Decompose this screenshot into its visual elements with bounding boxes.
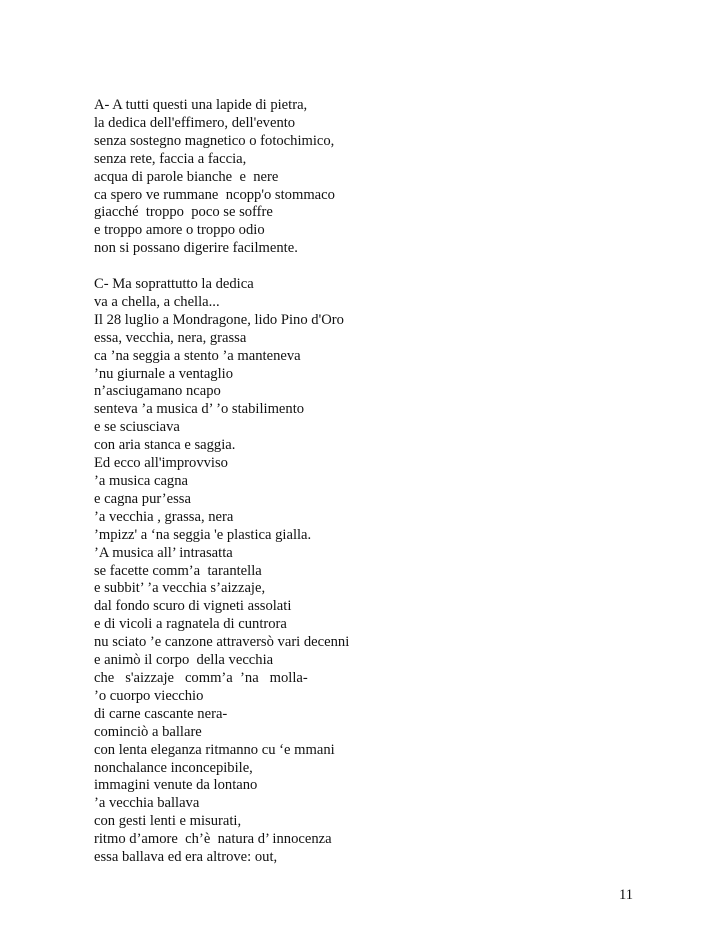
text-line: va a chella, a chella... <box>94 293 220 310</box>
text-line: ’a musica cagna <box>94 473 188 490</box>
text-line: immagini venute da lontano <box>94 777 258 794</box>
text-line: A- A tutti questi una lapide di pietra, <box>94 97 308 113</box>
text-line: e di vicoli a ragnatela di cuntrora <box>94 616 287 633</box>
text-line: che s'aizzaje comm’a ’na molla- <box>94 669 308 686</box>
text-line: ’a vecchia ballava <box>94 795 200 812</box>
text-line: senza sostegno magnetico o fotochimico, <box>94 132 335 149</box>
text-line: e se sciusciava <box>94 419 180 436</box>
stanza-a <box>94 97 349 258</box>
text-line: con gesti lenti e misurati, <box>94 813 242 830</box>
text-line: con lenta eleganza ritmanno cu ‘e mmani <box>94 741 335 758</box>
text-line: ca ’na seggia a stento ’a manteneva <box>94 347 301 364</box>
text-line: non si possano digerire facilmente. <box>94 240 298 257</box>
text-line: la dedica dell'effimero, dell'evento <box>94 114 296 131</box>
text-line: ’nu giurnale a ventaglio <box>94 365 233 382</box>
text-line: ritmo d’amore ch’è natura d’ innocenza <box>94 831 332 848</box>
text-line: con aria stanca e saggia. <box>94 437 236 454</box>
text-line: nonchalance inconcepibile, <box>94 759 253 776</box>
text-line: Il 28 luglio a Mondragone, lido Pino d'Oro <box>94 311 344 328</box>
text-line: giacché troppo poco se soffre <box>94 204 273 221</box>
text-line: e animò il corpo della vecchia <box>94 652 274 669</box>
text-line: e cagna pur’essa <box>94 490 191 507</box>
text-line: ’a vecchia , grassa, nera <box>94 508 234 525</box>
text-line: e troppo amore o troppo odio <box>94 222 265 239</box>
page-number: 11 <box>619 887 634 903</box>
text-line: senteva ’a musica d’ ’o stabilimento <box>94 401 305 418</box>
text-line: acqua di parole bianche e nere <box>94 168 279 185</box>
text-line: ’mpizz' a ‘na seggia 'e plastica gialla. <box>94 526 312 543</box>
text-line: Ed ecco all'improvviso <box>94 455 228 472</box>
text-line: ’o cuorpo viecchio <box>94 687 204 704</box>
text-line: dal fondo scuro di vigneti assolati <box>94 598 292 615</box>
text-line: C- Ma soprattutto la dedica <box>94 276 254 293</box>
text-line: se facette comm’a tarantella <box>94 562 262 579</box>
text-line: n’asciugamano ncapo <box>94 383 221 400</box>
poem-text <box>94 97 349 867</box>
text-line: ca spero ve rummane ncopp'o stommaco <box>94 186 335 203</box>
text-line: cominciò a ballare <box>94 723 202 740</box>
text-line: essa, vecchia, nera, grassa <box>94 329 247 346</box>
stanza-c <box>94 276 349 867</box>
text-line: ’A musica all’ intrasatta <box>94 544 233 561</box>
text-line: senza rete, faccia a faccia, <box>94 150 247 167</box>
text-line: e subbit’ ’a vecchia s’aizzaje, <box>94 580 266 597</box>
text-line: di carne cascante nera- <box>94 705 228 722</box>
text-line: essa ballava ed era altrove: out, <box>94 849 278 866</box>
text-line: nu sciato ’e canzone attraversò vari decenni <box>94 634 350 651</box>
